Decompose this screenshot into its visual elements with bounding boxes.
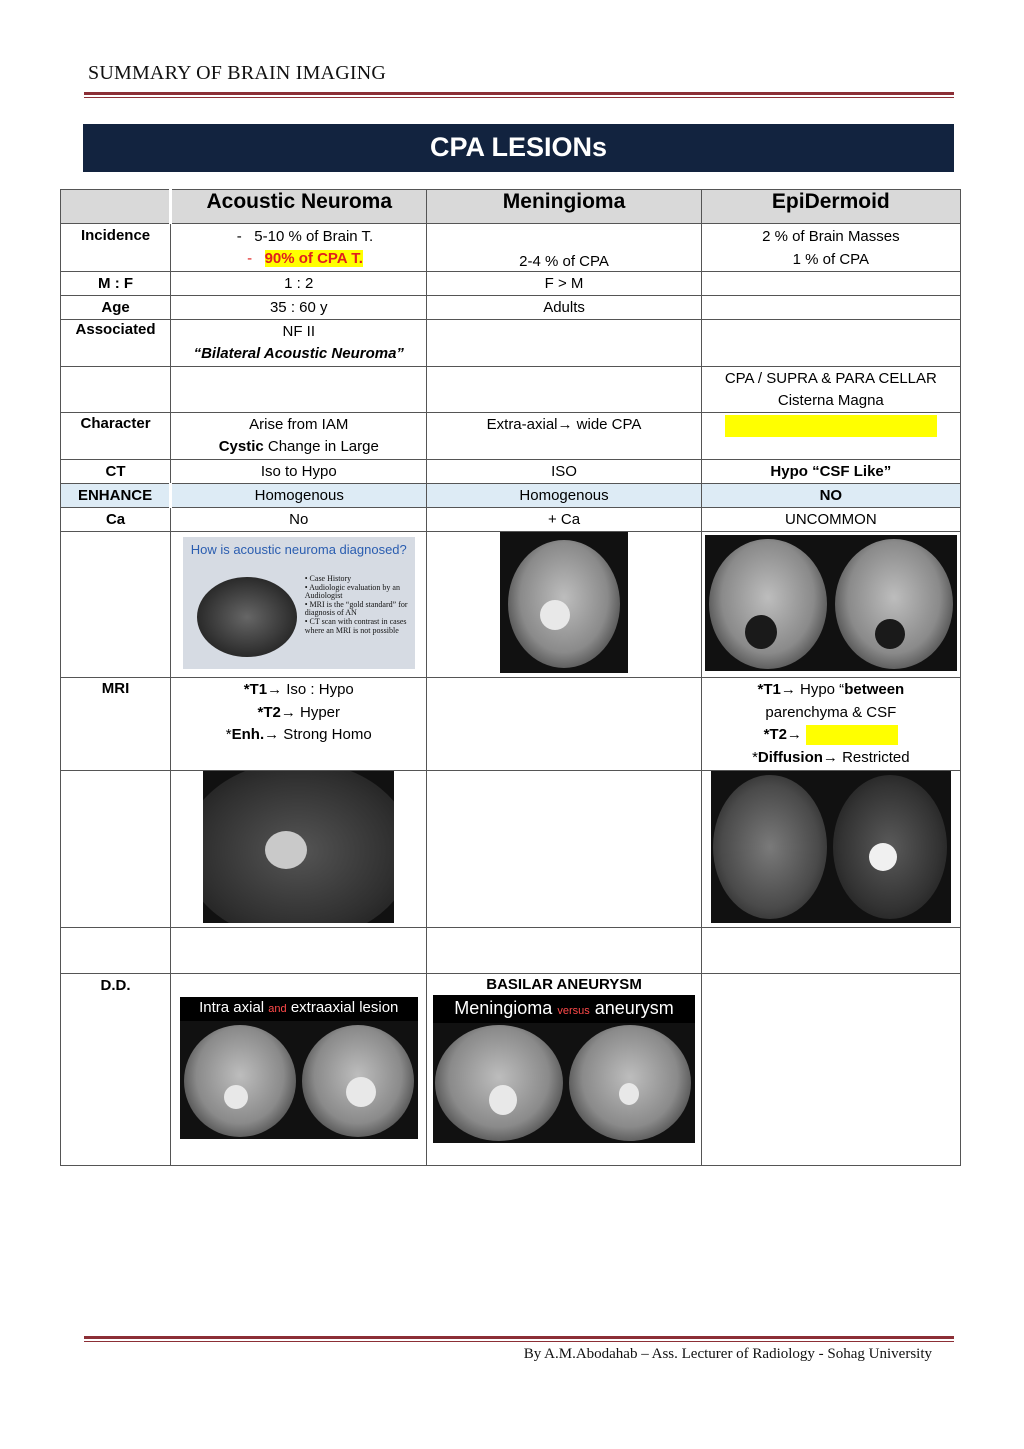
character-acoustic-2: Change in Large (263, 438, 379, 455)
mri-scan (713, 775, 827, 919)
arrow-icon: → (557, 416, 573, 433)
ct-image-epidermoid-cell (701, 532, 960, 678)
row-location (61, 367, 961, 413)
footer-rule (84, 1336, 954, 1339)
page-header-title: SUMMARY OF BRAIN IMAGING (88, 62, 386, 84)
slide-bullet: • MRI is the “gold standard” for diagnosis of AN (304, 599, 408, 618)
slide-bullet: • Case History (304, 574, 352, 583)
caption-part: Intra axial (199, 999, 269, 1016)
slide-bullet: • CT scan with contrast in cases where an MRI is not possible (304, 616, 407, 635)
caption-part: aneurysm (589, 998, 674, 1018)
associated-meningioma (427, 320, 701, 367)
label-ca: Ca (61, 508, 171, 532)
mri-diff-value: Restricted (837, 748, 910, 766)
dd-basilar-aneurysm: BASILAR ANEURYSM (486, 976, 642, 993)
lesion-marker (265, 831, 307, 869)
slide-title: How is acoustic neuroma diagnosed? (190, 542, 407, 557)
arrow-icon: → (264, 726, 280, 743)
row-associated (61, 320, 961, 367)
associated-nf2: NF II (282, 323, 315, 340)
ca-meningioma: + Ca (427, 508, 701, 532)
character-meningioma (427, 413, 701, 460)
mri-epi-between: between (844, 681, 905, 698)
label-character: Character (61, 413, 171, 460)
dd-caption (180, 997, 418, 1021)
arrow-icon: → (822, 748, 838, 766)
mri-meningioma (427, 678, 701, 771)
age-meningioma: Adults (427, 296, 701, 320)
dash: - (247, 250, 253, 267)
incidence-meningioma: 2-4 % of CPA (427, 224, 701, 272)
footer-rule-thin (84, 1341, 954, 1342)
incidence-cpa-tumors: 90% of CPA T. (264, 250, 363, 267)
incidence-epidermoid (701, 224, 960, 272)
ca-epidermoid: UNCOMMON (701, 508, 960, 532)
ct-image-meningioma-cell (427, 532, 701, 678)
lesion-marker (745, 615, 777, 649)
character-extra-axial: Extra-axial (486, 416, 558, 433)
label-incidence: Incidence (61, 224, 171, 272)
mri-enh-star: * (225, 726, 232, 743)
ct-image-acoustic-cell (171, 532, 427, 678)
mri-enh-key: Enh. (231, 726, 265, 743)
mri-epi-t1-key: *T1 (757, 681, 781, 698)
associated-acoustic (171, 320, 427, 367)
mf-meningioma: F > M (427, 272, 701, 296)
label-associated: Associated (61, 320, 171, 367)
comparison-table (60, 189, 961, 1166)
location-label (61, 367, 171, 413)
axial-ct-scan (709, 539, 827, 669)
mri-epidermoid-image (711, 771, 951, 923)
location-epidermoid-2: Cisterna Magna (777, 392, 884, 409)
mri-t1-key: *T1 (243, 681, 268, 698)
highlight-blank (725, 415, 937, 437)
ear-diagram-image (197, 577, 297, 657)
row-incidence (61, 224, 961, 272)
acoustic-diagnosis-slide (183, 537, 415, 669)
mri-acoustic-image (203, 771, 394, 923)
mri-acoustic (171, 678, 427, 771)
dd-meningioma-aneurysm-image (433, 995, 695, 1143)
associated-bilateral: “Bilateral Acoustic Neuroma” (193, 345, 404, 362)
mri-images-label (61, 771, 171, 928)
lesion-marker (224, 1085, 248, 1109)
row-mf (61, 272, 961, 296)
arrow-icon: → (780, 681, 796, 698)
character-cystic: Cystic (218, 438, 264, 455)
ca-acoustic: No (171, 508, 427, 532)
column-meningioma: Meningioma (427, 190, 701, 224)
row-ct-images (61, 532, 961, 678)
associated-epidermoid (701, 320, 960, 367)
slide-bullet: • Audiologic evaluation by an Audiologist (304, 582, 400, 601)
row-blank (61, 928, 961, 974)
label-enhance: ENHANCE (61, 484, 171, 508)
label-age: Age (61, 296, 171, 320)
incidence-epidermoid-1: 2 % of Brain Masses (762, 228, 900, 245)
dd-intra-extra-image (180, 997, 418, 1139)
arrow-icon: → (280, 703, 296, 721)
age-acoustic: 35 : 60 y (171, 296, 427, 320)
label-mf: M : F (61, 272, 171, 296)
ct-images-label (61, 532, 171, 678)
arrow-icon: → (267, 681, 283, 698)
label-mri: MRI (61, 678, 171, 771)
blank-cell (61, 928, 171, 974)
character-acoustic-1: Arise from IAM (249, 416, 349, 433)
mri-epi-t1-line2: parenchyma & CSF (765, 703, 897, 721)
lesion-marker (489, 1085, 517, 1115)
enhance-acoustic: Homogenous (171, 484, 427, 508)
header-blank-cell (61, 190, 171, 224)
location-meningioma (427, 367, 701, 413)
caption-and: and (268, 1003, 287, 1015)
arrow-icon: → (786, 726, 802, 743)
lesion-marker (869, 843, 897, 871)
row-dd (61, 974, 961, 1166)
header-rule-thin (84, 97, 954, 98)
location-epidermoid-1: CPA / SUPRA & PARA CELLAR (724, 370, 937, 387)
row-age (61, 296, 961, 320)
incidence-epidermoid-2: 1 % of CPA (792, 251, 870, 268)
axial-ct-scan (184, 1025, 296, 1137)
ct-meningioma: ISO (427, 460, 701, 484)
mf-epidermoid (701, 272, 960, 296)
blank-cell (427, 928, 701, 974)
lesion-marker (540, 600, 570, 630)
axial-ct-scan (435, 1025, 563, 1141)
column-epidermoid: EpiDermoid (701, 190, 960, 224)
label-dd: D.D. (61, 974, 171, 1166)
character-epidermoid (701, 413, 960, 460)
row-mri (61, 678, 961, 771)
incidence-acoustic (171, 224, 427, 272)
blank-cell (171, 928, 427, 974)
incidence-brain-tumors: 5-10 % of Brain T. (254, 228, 374, 245)
character-acoustic (171, 413, 427, 460)
mri-epi-t2-key: *T2 (763, 726, 787, 743)
caption-part: Meningioma (454, 998, 558, 1018)
caption-versus: versus (557, 1005, 590, 1017)
lesion-marker (875, 619, 905, 649)
lesion-marker (619, 1083, 639, 1105)
enhance-epidermoid: NO (701, 484, 960, 508)
mri-epi-t1-value: Hypo “ (795, 681, 845, 698)
column-acoustic-neuroma: Acoustic Neuroma (171, 190, 427, 224)
blank-cell (701, 928, 960, 974)
enhance-meningioma: Homogenous (427, 484, 701, 508)
location-acoustic (171, 367, 427, 413)
dd-epidermoid-cell (701, 974, 960, 1166)
row-enhance (61, 484, 961, 508)
row-character (61, 413, 961, 460)
row-mri-images (61, 771, 961, 928)
caption-part: extraaxial lesion (286, 999, 399, 1016)
footer-credit: By A.M.Abodahab – Ass. Lecturer of Radiology - Sohag University (523, 1346, 932, 1362)
age-epidermoid (701, 296, 960, 320)
mri-image-acoustic-cell (171, 771, 427, 928)
dd-caption (433, 995, 695, 1023)
ct-epidermoid: Hypo “CSF Like” (701, 460, 960, 484)
mri-epidermoid (701, 678, 960, 771)
mri-image-meningioma-cell (427, 771, 701, 928)
mri-diff-key: Diffusion (757, 748, 823, 766)
highlight-blank (806, 725, 898, 745)
ct-meningioma-image (500, 532, 628, 673)
mf-acoustic: 1 : 2 (171, 272, 427, 296)
mri-diff-star: * (752, 748, 758, 766)
header-row (61, 190, 961, 224)
location-epidermoid (701, 367, 960, 413)
dash: - (236, 228, 242, 245)
mri-t2-key: *T2 (257, 703, 281, 721)
dd-meningioma-cell (427, 974, 701, 1166)
character-wide-cpa: wide CPA (572, 416, 642, 433)
dd-acoustic-cell (171, 974, 427, 1166)
mri-image-epidermoid-cell (701, 771, 960, 928)
mri-t1-value: Iso : Hypo (282, 681, 354, 698)
header-rule (84, 92, 954, 95)
label-ct: CT (61, 460, 171, 484)
slide-bullet-list (305, 575, 415, 635)
title-bar: CPA LESIONs (83, 124, 954, 172)
row-ca (61, 508, 961, 532)
ct-epidermoid-image (705, 535, 957, 671)
ct-acoustic: Iso to Hypo (171, 460, 427, 484)
axial-ct-scan (835, 539, 953, 669)
lesion-marker (346, 1077, 376, 1107)
mri-enh-value: Strong Homo (279, 726, 372, 743)
mri-t2-value: Hyper (295, 703, 341, 721)
row-ct (61, 460, 961, 484)
